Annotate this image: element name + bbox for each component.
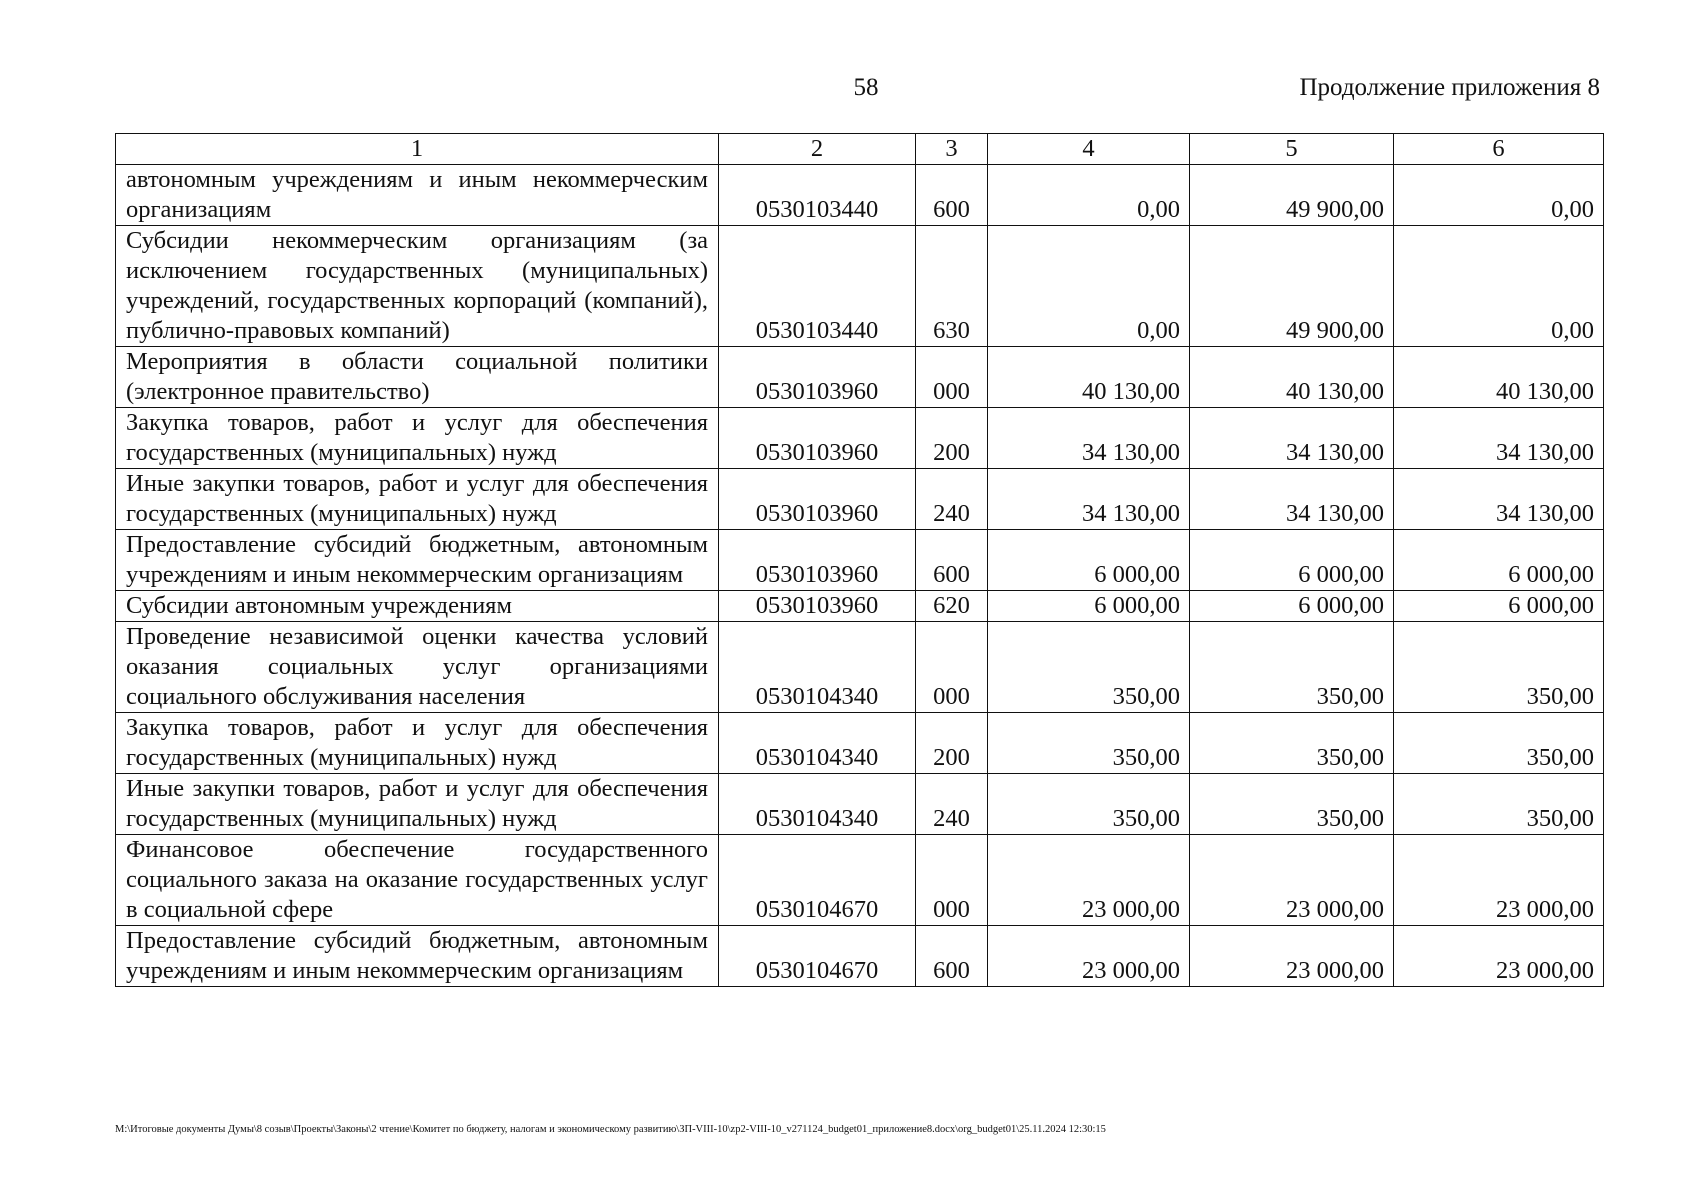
row-value-4: 34 130,00 (988, 408, 1190, 469)
row-code: 0530104340 (719, 622, 916, 713)
row-name: Закупка товаров, работ и услуг для обеспечения государственных (муниципальных) нужд (116, 408, 719, 469)
row-code: 0530103960 (719, 408, 916, 469)
row-code: 0530103960 (719, 591, 916, 622)
row-value-6: 0,00 (1394, 226, 1604, 347)
table-row (116, 713, 1604, 774)
row-value-5: 34 130,00 (1190, 469, 1394, 530)
row-value-4: 40 130,00 (988, 347, 1190, 408)
row-type: 000 (916, 347, 988, 408)
column-header: 1 (116, 134, 719, 165)
row-value-5: 350,00 (1190, 713, 1394, 774)
row-name: Мероприятия в области социальной политики (электронное правительство) (116, 347, 719, 408)
row-type: 200 (916, 408, 988, 469)
row-code: 0530104670 (719, 835, 916, 926)
row-name: Субсидии некоммерческим организациям (за исключением государственных (муниципальных) учреждений, государственных корпораций (компаний), публично-правовых компаний) (116, 226, 719, 347)
row-type: 200 (916, 713, 988, 774)
row-value-6: 34 130,00 (1394, 469, 1604, 530)
page-number: 58 (853, 74, 879, 101)
row-value-4: 23 000,00 (988, 926, 1190, 987)
row-value-5: 23 000,00 (1190, 835, 1394, 926)
row-type: 000 (916, 622, 988, 713)
row-value-6: 23 000,00 (1394, 835, 1604, 926)
row-value-5: 350,00 (1190, 774, 1394, 835)
row-name: Предоставление субсидий бюджетным, автономным учреждениям и иным некоммерческим организациям (116, 926, 719, 987)
table-row (116, 926, 1604, 987)
row-code: 0530104670 (719, 926, 916, 987)
row-value-6: 23 000,00 (1394, 926, 1604, 987)
row-code: 0530103440 (719, 165, 916, 226)
row-value-4: 350,00 (988, 713, 1190, 774)
table-row (116, 622, 1604, 713)
row-code: 0530104340 (719, 774, 916, 835)
row-name: Предоставление субсидий бюджетным, автономным учреждениям и иным некоммерческим организациям (116, 530, 719, 591)
row-type: 240 (916, 774, 988, 835)
row-name: Субсидии автономным учреждениям (116, 591, 719, 622)
row-type: 620 (916, 591, 988, 622)
row-value-4: 350,00 (988, 622, 1190, 713)
row-name: Финансовое обеспечение государственного социального заказа на оказание государственных услуг в социальной сфере (116, 835, 719, 926)
row-code: 0530103960 (719, 469, 916, 530)
row-value-6: 350,00 (1394, 713, 1604, 774)
column-header: 3 (916, 134, 988, 165)
column-header: 4 (988, 134, 1190, 165)
table-row (116, 591, 1604, 622)
row-name: Проведение независимой оценки качества условий оказания социальных услуг организациями социального обслуживания населения (116, 622, 719, 713)
row-value-6: 350,00 (1394, 622, 1604, 713)
row-value-6: 6 000,00 (1394, 591, 1604, 622)
row-value-6: 350,00 (1394, 774, 1604, 835)
row-type: 630 (916, 226, 988, 347)
row-value-6: 6 000,00 (1394, 530, 1604, 591)
row-value-5: 49 900,00 (1190, 165, 1394, 226)
table-row (116, 408, 1604, 469)
row-value-4: 350,00 (988, 774, 1190, 835)
row-value-4: 34 130,00 (988, 469, 1190, 530)
row-value-5: 350,00 (1190, 622, 1394, 713)
row-value-6: 0,00 (1394, 165, 1604, 226)
table-row (116, 530, 1604, 591)
row-type: 600 (916, 926, 988, 987)
row-value-5: 6 000,00 (1190, 530, 1394, 591)
row-type: 600 (916, 530, 988, 591)
table-header-row (116, 134, 1604, 165)
row-name: Иные закупки товаров, работ и услуг для обеспечения государственных (муниципальных) нужд (116, 469, 719, 530)
row-name: Иные закупки товаров, работ и услуг для обеспечения государственных (муниципальных) нужд (116, 774, 719, 835)
row-type: 600 (916, 165, 988, 226)
row-value-4: 0,00 (988, 165, 1190, 226)
row-value-4: 6 000,00 (988, 591, 1190, 622)
row-type: 000 (916, 835, 988, 926)
table-row (116, 165, 1604, 226)
row-value-4: 0,00 (988, 226, 1190, 347)
column-header: 2 (719, 134, 916, 165)
column-header: 6 (1394, 134, 1604, 165)
column-header: 5 (1190, 134, 1394, 165)
table-row (116, 347, 1604, 408)
row-value-5: 49 900,00 (1190, 226, 1394, 347)
continuation-label: Продолжение приложения 8 (1299, 74, 1600, 101)
table-row (116, 774, 1604, 835)
row-value-4: 23 000,00 (988, 835, 1190, 926)
row-value-4: 6 000,00 (988, 530, 1190, 591)
row-code: 0530104340 (719, 713, 916, 774)
row-value-5: 40 130,00 (1190, 347, 1394, 408)
document-file-path: М:\Итоговые документы Думы\8 созыв\Проекты\Законы\2 чтение\Комитет по бюджету, налогам и экономическому развитию\ЗП-VIII-10\zp2-VIII-10_v271124_budget01_приложение8.docx\org_budget01\25.11.2024 12:30:15 (115, 1124, 1106, 1135)
row-code: 0530103960 (719, 347, 916, 408)
row-code: 0530103960 (719, 530, 916, 591)
budget-table (115, 133, 1604, 987)
row-type: 240 (916, 469, 988, 530)
row-value-6: 34 130,00 (1394, 408, 1604, 469)
row-value-5: 34 130,00 (1190, 408, 1394, 469)
row-code: 0530103440 (719, 226, 916, 347)
table-row (116, 226, 1604, 347)
row-value-5: 23 000,00 (1190, 926, 1394, 987)
row-value-5: 6 000,00 (1190, 591, 1394, 622)
row-value-6: 40 130,00 (1394, 347, 1604, 408)
row-name: автономным учреждениям и иным некоммерческим организациям (116, 165, 719, 226)
table-row (116, 469, 1604, 530)
table-row (116, 835, 1604, 926)
row-name: Закупка товаров, работ и услуг для обеспечения государственных (муниципальных) нужд (116, 713, 719, 774)
